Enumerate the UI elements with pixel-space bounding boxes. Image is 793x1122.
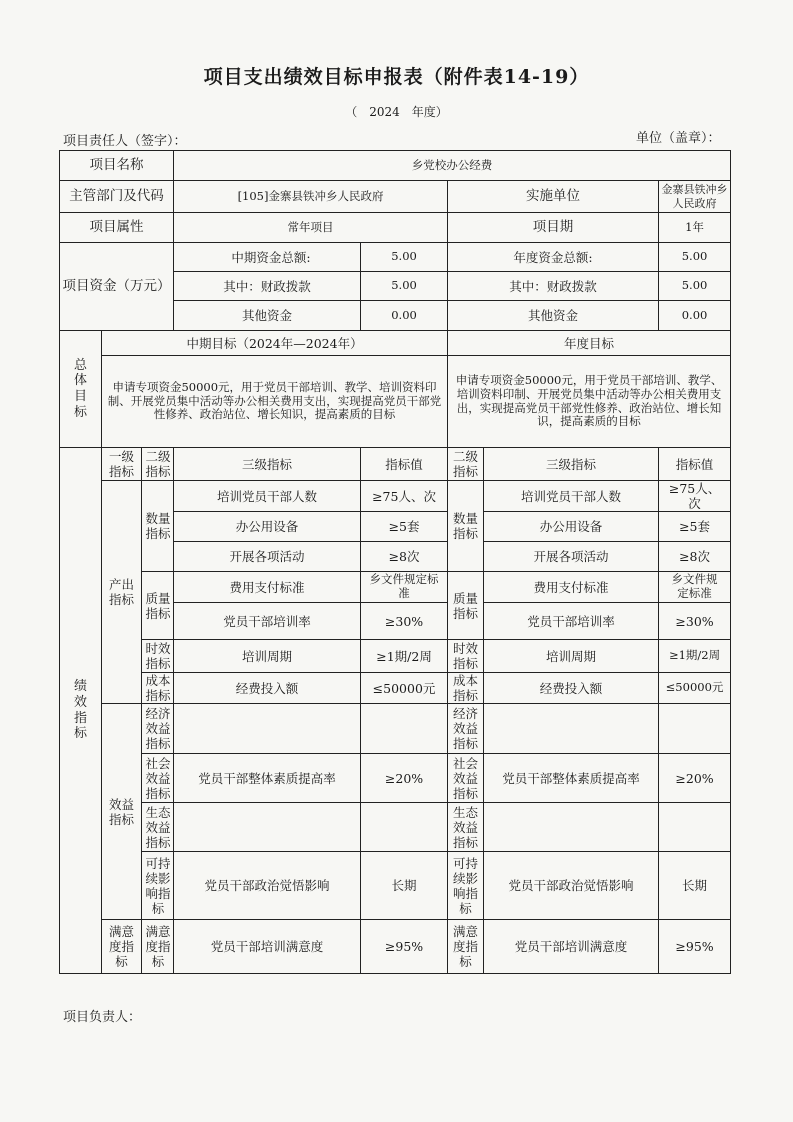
social-benefit-label: 社会效益指标 — [142, 754, 174, 803]
year-indicator-value: ≥95% — [659, 920, 731, 974]
indicator-value: ≥30% — [361, 603, 448, 640]
year-ecological-benefit-label: 生态效益指标 — [448, 803, 484, 852]
indicator-name: 费用支付标准 — [174, 572, 361, 603]
year-fiscal-value: 5.00 — [659, 272, 731, 301]
year-total-value: 5.00 — [659, 243, 731, 272]
indicator-value-empty — [361, 803, 448, 852]
indicator-name: 经费投入额 — [174, 673, 361, 704]
indicator-name-empty — [174, 704, 361, 754]
year-total-label: 年度资金总额: — [448, 243, 659, 272]
indicator-value: 长期 — [361, 852, 448, 920]
economic-benefit-label: 经济效益指标 — [142, 704, 174, 754]
year-goal-text: 申请专项资金50000元，用于党员干部培训、教学、培训资料印制、开展党员集中活动等办公相关费用支出，实现提高党员干部党性修养、政治站位、增长知识，提高素质的目标 — [448, 356, 731, 448]
year-other-label: 其他资金 — [448, 301, 659, 331]
year-quantity-indicator-label: 数量指标 — [448, 481, 484, 572]
performance-indicator-label: 绩效指标 — [60, 448, 102, 974]
project-period-label: 项目期 — [448, 213, 659, 243]
sustainable-impact-label: 可持续影响指标 — [142, 852, 174, 920]
year-indicator-name: 培训周期 — [484, 640, 659, 673]
year-fiscal-label: 其中：财政拨款 — [448, 272, 659, 301]
project-funds-label: 项目资金（万元） — [60, 243, 174, 331]
year-indicator-name: 党员干部政治觉悟影响 — [484, 852, 659, 920]
indicator-name-empty — [174, 803, 361, 852]
indicator-name: 党员干部培训满意度 — [174, 920, 361, 974]
year-indicator-value: ≥75人、次 — [659, 481, 731, 512]
implementing-unit-label: 实施单位 — [448, 181, 659, 213]
indicator-value: ≥8次 — [361, 542, 448, 572]
project-name-label: 项目名称 — [60, 151, 174, 181]
mid-other-label: 其他资金 — [174, 301, 361, 331]
year-level3-header: 三级指标 — [484, 448, 659, 481]
year-sustainable-impact-label: 可持续影响指标 — [448, 852, 484, 920]
year-indicator-name: 费用支付标准 — [484, 572, 659, 603]
unit-seal-label: 单位（盖章）： — [636, 131, 721, 146]
indicator-value: 乡文件规定标准 — [361, 572, 448, 603]
indicator-value: ≤50000元 — [361, 673, 448, 704]
quality-indicator-label: 质量指标 — [142, 572, 174, 640]
project-leader-label: 项目负责人： — [63, 1010, 142, 1025]
overall-goal-label: 总体目标 — [60, 331, 102, 448]
year-indicator-value: ≤50000元 — [659, 673, 731, 704]
indicator-value: ≥20% — [361, 754, 448, 803]
year-indicator-name: 党员干部培训满意度 — [484, 920, 659, 974]
year-quality-indicator-label: 质量指标 — [448, 572, 484, 640]
indicator-name: 党员干部政治觉悟影响 — [174, 852, 361, 920]
year-satisfaction-sub-label: 满意度指标 — [448, 920, 484, 974]
year-goal-header: 年度目标 — [448, 331, 731, 356]
year-indicator-value-empty — [659, 704, 731, 754]
output-indicator-label: 产出指标 — [102, 481, 142, 704]
year-indicator-value: 长期 — [659, 852, 731, 920]
year-indicator-value: ≥1期/2周 — [659, 640, 731, 673]
mid-other-value: 0.00 — [361, 301, 448, 331]
year-indicator-name: 党员干部培训率 — [484, 603, 659, 640]
timeliness-indicator-label: 时效指标 — [142, 640, 174, 673]
year-other-value: 0.00 — [659, 301, 731, 331]
year-economic-benefit-label: 经济效益指标 — [448, 704, 484, 754]
quantity-indicator-label: 数量指标 — [142, 481, 174, 572]
year-indicator-value: 乡文件规定标准 — [659, 572, 731, 603]
year-social-benefit-label: 社会效益指标 — [448, 754, 484, 803]
mid-fiscal-label: 其中：财政拨款 — [174, 272, 361, 301]
year-timeliness-indicator-label: 时效指标 — [448, 640, 484, 673]
level1-header: 一级指标 — [102, 448, 142, 481]
level2-header: 二级指标 — [142, 448, 174, 481]
indicator-value: ≥75人、次 — [361, 481, 448, 512]
year-indicator-name: 办公用设备 — [484, 512, 659, 542]
project-period-value: 1年 — [659, 213, 731, 243]
year-value-header: 指标值 — [659, 448, 731, 481]
indicator-name: 党员干部培训率 — [174, 603, 361, 640]
indicator-value: ≥95% — [361, 920, 448, 974]
year-indicator-name-empty — [484, 704, 659, 754]
year-indicator-value: ≥20% — [659, 754, 731, 803]
form-title: 项目支出绩效目标申报表（附件表14-19） — [203, 66, 590, 88]
year-indicator-name: 开展各项活动 — [484, 542, 659, 572]
year-indicator-name: 党员干部整体素质提高率 — [484, 754, 659, 803]
project-attribute-value: 常年项目 — [174, 213, 448, 243]
indicator-value: ≥1期/2周 — [361, 640, 448, 673]
project-name-value: 乡党校办公经费 — [174, 151, 731, 181]
year-indicator-value-empty — [659, 803, 731, 852]
year-indicator-value: ≥8次 — [659, 542, 731, 572]
year-indicator-name: 培训党员干部人数 — [484, 481, 659, 512]
performance-form-table — [59, 150, 731, 974]
indicator-name: 开展各项活动 — [174, 542, 361, 572]
mid-total-label: 中期资金总额: — [174, 243, 361, 272]
satisfaction-indicator-label: 满意度指标 — [102, 920, 142, 974]
mid-goal-text: 申请专项资金50000元，用于党员干部培训、教学、培训资料印制、开展党员集中活动等办公相关费用支出，实现提高党员干部党性修养、政治站位、增长知识，提高素质的目标 — [102, 356, 448, 448]
mid-total-value: 5.00 — [361, 243, 448, 272]
department-value: [105]金寨县铁冲乡人民政府 — [174, 181, 448, 213]
implementing-unit-value: 金寨县铁冲乡人民政府 — [659, 181, 731, 213]
satisfaction-sub-label: 满意度指标 — [142, 920, 174, 974]
cost-indicator-label: 成本指标 — [142, 673, 174, 704]
year-indicator-value: ≥5套 — [659, 512, 731, 542]
year-line: （ 2024 年度） — [345, 105, 448, 119]
level3-header: 三级指标 — [174, 448, 361, 481]
year-indicator-value: ≥30% — [659, 603, 731, 640]
benefit-indicator-label: 效益指标 — [102, 704, 142, 920]
responsible-signature-label: 项目责任人（签字）： — [63, 134, 187, 149]
value-header: 指标值 — [361, 448, 448, 481]
mid-goal-header: 中期目标（2024年—2024年） — [102, 331, 448, 356]
year-indicator-name-empty — [484, 803, 659, 852]
department-label: 主管部门及代码 — [60, 181, 174, 213]
indicator-name: 培训周期 — [174, 640, 361, 673]
year-cost-indicator-label: 成本指标 — [448, 673, 484, 704]
year-level2-header: 二级指标 — [448, 448, 484, 481]
indicator-value-empty — [361, 704, 448, 754]
mid-fiscal-value: 5.00 — [361, 272, 448, 301]
project-attribute-label: 项目属性 — [60, 213, 174, 243]
indicator-name: 培训党员干部人数 — [174, 481, 361, 512]
year-indicator-name: 经费投入额 — [484, 673, 659, 704]
ecological-benefit-label: 生态效益指标 — [142, 803, 174, 852]
indicator-name: 办公用设备 — [174, 512, 361, 542]
indicator-name: 党员干部整体素质提高率 — [174, 754, 361, 803]
indicator-value: ≥5套 — [361, 512, 448, 542]
